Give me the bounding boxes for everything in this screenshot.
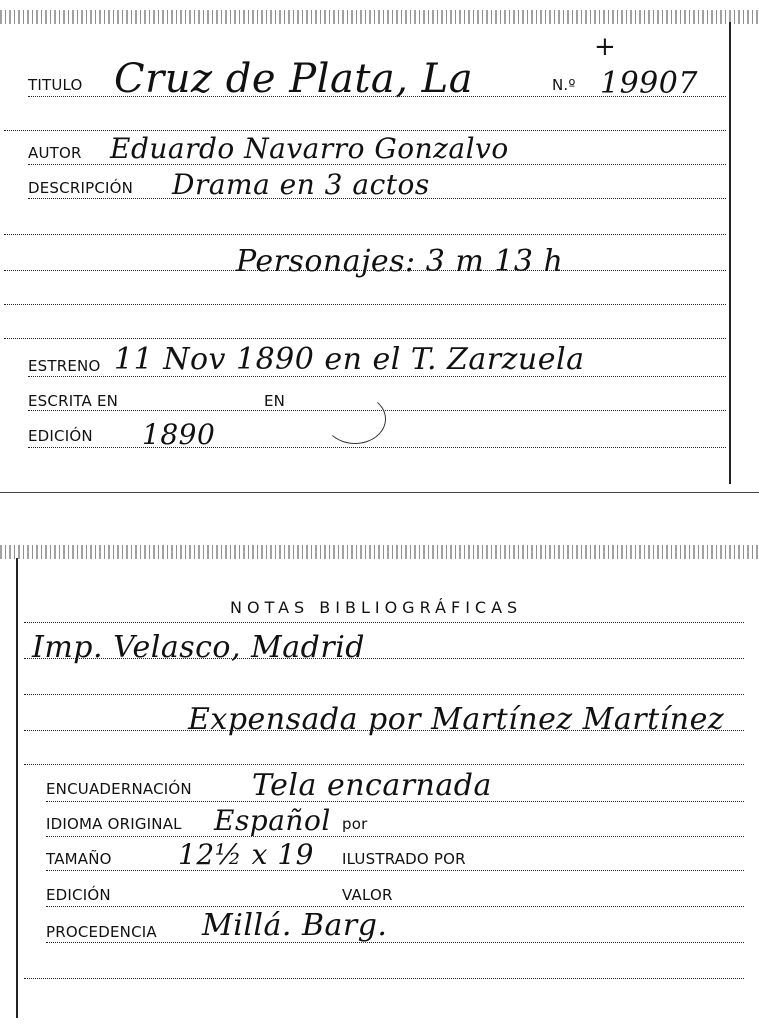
encuadernacion-label: ENCUADERNACIÓN: [46, 780, 192, 798]
procedencia-line: [46, 942, 744, 943]
catalog-card-front: [2, 22, 731, 484]
estreno-line: [28, 376, 726, 377]
idioma-line: [46, 836, 744, 837]
idioma-value: Español: [214, 804, 331, 837]
descripcion-label: DESCRIPCIÓN: [28, 179, 134, 197]
blank-line: [4, 130, 726, 131]
tamano-label: TAMAÑO: [46, 850, 112, 868]
numero-mark: +: [594, 32, 617, 62]
blank-line: [24, 694, 744, 695]
note-2: Expensada por Martínez Martínez: [188, 702, 725, 737]
escrita-label: ESCRITA EN: [28, 392, 119, 410]
descripcion-value: Drama en 3 actos: [172, 168, 430, 201]
blank-line: [24, 978, 744, 979]
procedencia-label: PROCEDENCIA: [46, 923, 157, 941]
edicion-line: [28, 447, 726, 448]
descripcion-line: [28, 198, 726, 199]
notas-heading: NOTAS BIBLIOGRÁFICAS: [230, 598, 523, 617]
estreno-value: 11 Nov 1890 en el T. Zarzuela: [114, 342, 585, 377]
edicion-label-back: EDICIÓN: [46, 886, 111, 904]
note-1: Imp. Velasco, Madrid: [32, 630, 365, 665]
estreno-label: ESTRENO: [28, 357, 101, 375]
autor-value: Eduardo Navarro Gonzalvo: [110, 132, 509, 165]
autor-line: [28, 164, 726, 165]
heading-line: [24, 622, 744, 623]
personajes-value: Personajes: 3 m 13 h: [236, 244, 564, 279]
ilustrado-label: ILUSTRADO POR: [342, 850, 466, 868]
tamano-line: [46, 870, 744, 871]
note-1-line: [24, 658, 744, 659]
catalog-card-back: [16, 558, 744, 1018]
numero-label: N.º: [552, 76, 576, 94]
blank-line: [24, 764, 744, 765]
stamp-mark: [324, 394, 386, 444]
por-label: por: [342, 815, 368, 833]
edicion-value: 1890: [142, 418, 216, 451]
blank-line: [4, 234, 726, 235]
encuadernacion-line: [46, 801, 744, 802]
note-2-line: [24, 730, 744, 731]
card-separator: [0, 492, 759, 493]
encuadernacion-value: Tela encarnada: [252, 768, 492, 803]
valor-label: VALOR: [342, 886, 393, 904]
en-label: EN: [264, 392, 286, 410]
idioma-label: IDIOMA ORIGINAL: [46, 815, 182, 833]
personajes-line: [4, 270, 726, 271]
procedencia-value: Millá. Barg.: [202, 908, 388, 943]
blank-line: [4, 304, 726, 305]
tamano-value: 12½ x 19: [178, 838, 314, 871]
edicion-line-back: [46, 906, 744, 907]
torn-edge-middle: [0, 545, 759, 559]
titulo-value: Cruz de Plata, La: [114, 56, 474, 102]
edicion-label: EDICIÓN: [28, 427, 93, 445]
titulo-label: TITULO: [28, 76, 83, 94]
numero-value: 19907: [600, 66, 698, 101]
autor-label: AUTOR: [28, 144, 82, 162]
blank-line: [4, 338, 726, 339]
titulo-line: [28, 96, 726, 97]
